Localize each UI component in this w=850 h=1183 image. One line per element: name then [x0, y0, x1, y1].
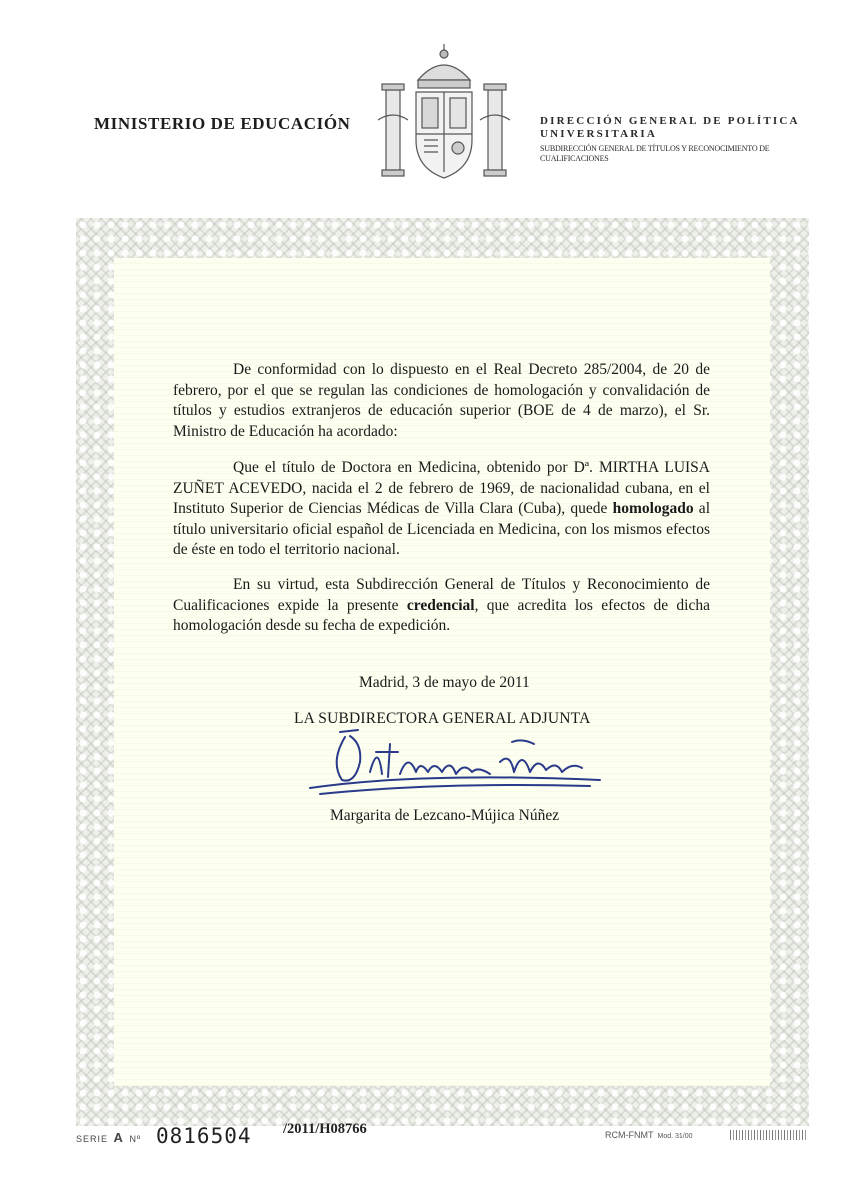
paragraph-3-text-a: En su virtud, esta Subdirección General de Títulos y Reconocimiento de Cualificaciones expide la presente	[173, 576, 710, 614]
serie-label	[76, 1130, 141, 1145]
direccion-line2: UNIVERSITARIA	[540, 128, 658, 140]
mod-text: Mod. 31/00	[657, 1133, 693, 1140]
ministry-title: MINISTERIO DE EDUCACIÓN	[94, 114, 351, 133]
serial-number: 0816504	[156, 1124, 252, 1148]
barcode-strip	[730, 1130, 806, 1140]
direccion-general	[540, 115, 800, 164]
rcm-text: RCM-FNMT	[605, 1130, 654, 1140]
paragraph-2-text-a: Que el título de Doctora en Medicina, obtenido por Dª. MIRTHA LUISA ZUÑET ACEVEDO, nacida el 2 de febrero de 1969, de nacionalidad cubana, en el Instituto Superior de Ciencias Médicas de Villa Clara (Cuba), quede	[173, 459, 710, 517]
direccion-line1: DIRECCIÓN GENERAL DE POLÍTICA	[540, 115, 800, 127]
signer-role: LA SUBDIRECTORA GENERAL ADJUNTA	[294, 710, 591, 727]
subdireccion-line: SUBDIRECCIÓN GENERAL DE TÍTULOS Y RECONOCIMIENTO DE CUALIFICACIONES	[540, 144, 770, 163]
signer-name: Margarita de Lezcano-Mújica Núñez	[330, 807, 560, 824]
paragraph-1: De conformidad con lo dispuesto en el Real Decreto 285/2004, de 20 de febrero, por el que se regulan las condiciones de homologación y convalidación de títulos y estudios extranjeros de educación superior (BOE de 4 de marzo), el Sr. Ministro de Educación ha acordado:	[173, 361, 710, 440]
paragraph-3	[173, 575, 710, 637]
rcm-label	[605, 1130, 693, 1140]
issue-date: Madrid, 3 de mayo de 2011	[359, 674, 530, 691]
paragraph-3-text-b: , que acredita los efectos de dicha homologación desde su fecha de expedición.	[173, 596, 710, 634]
expediente-number: /2011/H08766	[283, 1121, 367, 1137]
paragraph-2-bold: homologado	[612, 500, 694, 517]
paragraph-2-text-b: al título universitario oficial español de Licenciada en Medicina, con los mismos efectos de éste en todo el territorio nacional.	[173, 500, 710, 558]
handwritten-signature	[300, 722, 610, 802]
paragraph-2	[173, 458, 710, 561]
spanish-coat-of-arms-icon	[378, 40, 510, 185]
paragraph-3-bold: credencial	[406, 596, 475, 614]
serie-letter: A	[113, 1130, 124, 1145]
serie-text: SERIE	[76, 1134, 109, 1144]
numero-label: Nº	[129, 1134, 142, 1144]
